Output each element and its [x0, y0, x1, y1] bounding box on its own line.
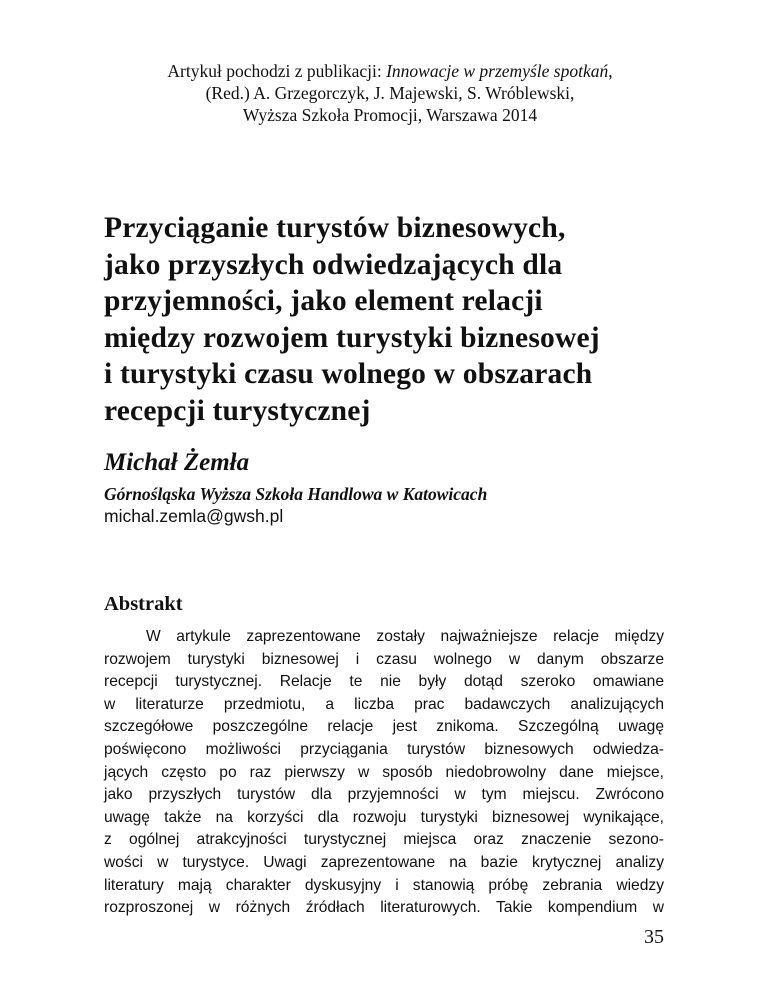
abstract-line: uwagę także na korzyści dla rozwoju turystyki biznesowej wynikające, — [104, 808, 664, 826]
article-title — [104, 210, 704, 429]
title-line: przyjemności, jako element relacji — [104, 285, 543, 317]
abstract-line: recepcji turystycznej. Relacje te nie były dotąd szeroko omawiane — [104, 673, 664, 691]
author-name: Michał Żemła — [104, 449, 250, 476]
author-email: michal.zemla@gwsh.pl — [104, 506, 284, 526]
publication-note-line-1: Artykuł pochodzi z publikacji: Innowacje w przemyśle spotkań, — [167, 61, 613, 81]
abstract-heading: Abstrakt — [104, 593, 183, 615]
title-line: między rozwojem turystyki biznesowej — [104, 321, 600, 354]
abstract-line: rozwojem turystyki biznesowej i czasu wolnego w danym obszarze — [104, 650, 664, 668]
abstract-line: w literaturze przedmiotu, a liczba prac badawczych analizujących — [104, 695, 664, 713]
publication-note-line-2: (Red.) A. Grzegorczyk, J. Majewski, S. Wróblewski, — [205, 83, 575, 103]
abstract-body — [104, 626, 664, 920]
abstract-line: wości w turystyce. Uwagi zaprezentowane na bazie krytycznej analizy — [104, 853, 664, 871]
page-number: 35 — [644, 926, 664, 948]
title-line: recepcji turystycznej — [104, 394, 371, 427]
publication-title: Innowacje w przemyśle spotkań — [386, 61, 609, 81]
abstract-line: rozproszonej w różnych źródłach literaturowych. Takie kompendium w — [104, 899, 664, 917]
abstract-line: literatury mają charakter dyskusyjny i stanowią próbę zebrania wiedzy — [104, 876, 664, 894]
publication-note-line-3: Wyższa Szkoła Promocji, Warszawa 2014 — [242, 105, 538, 125]
abstract-line: poświęcono możliwości przyciągania turystów biznesowych odwiedza- — [104, 740, 664, 758]
title-line: Przyciąganie turystów biznesowych, — [104, 212, 566, 244]
abstract-line: szczegółowe poszczególne relacje jest znikoma. Szczególną uwagę — [104, 718, 664, 736]
title-line: i turystyki czasu wolnego w obszarach — [104, 358, 593, 390]
abstract-line: W artykule zaprezentowane zostały najważniejsze relacje między — [146, 628, 664, 645]
title-line: jako przyszłych odwiedzających dla — [104, 248, 563, 281]
author-affiliation: Górnośląska Wyższa Szkoła Handlowa w Katowicach — [104, 484, 488, 504]
publication-note — [100, 60, 680, 126]
abstract-line: jako przyszłych turystów dla przyjemności w tym miejscu. Zwrócono — [104, 786, 664, 804]
abstract-line: jących często po raz pierwszy w sposób niedobrowolny dane miejsce, — [104, 763, 664, 781]
abstract-line: z ogólnej atrakcyjności turystycznej miejsca oraz znaczenie sezono- — [104, 831, 664, 849]
